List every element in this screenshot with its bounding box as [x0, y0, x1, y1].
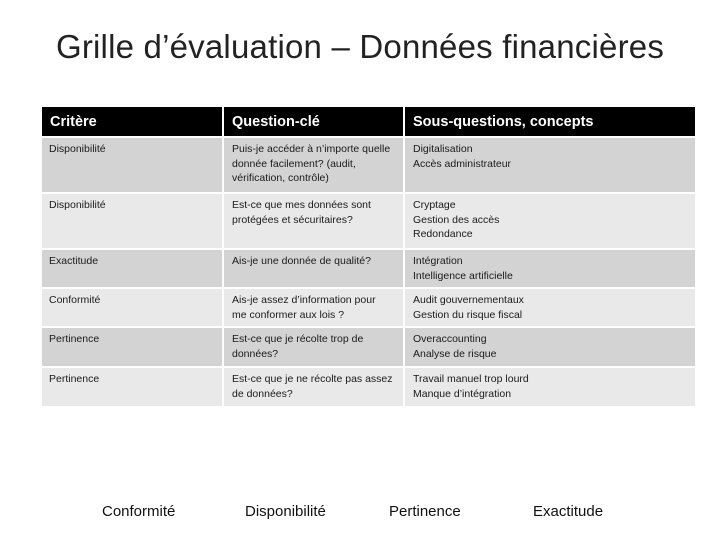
header-sous-questions: Sous-questions, concepts: [404, 107, 695, 137]
table-row: [42, 367, 695, 406]
concepts-cell: Overaccounting Analyse de risque: [404, 327, 695, 367]
table-header-row: [42, 107, 695, 137]
concepts-cell: Travail manuel trop lourd Manque d’intégration: [404, 367, 695, 406]
footer-label-exactitude: Exactitude: [533, 503, 604, 520]
header-question-cle: Question-clé: [223, 107, 404, 137]
table-row: [42, 327, 695, 367]
question-cell: Est-ce que je ne récolte pas assez de données?: [223, 367, 404, 406]
critere-cell: Pertinence: [42, 327, 223, 367]
footer-label-conformite: Conformité: [102, 503, 176, 520]
concepts-cell: Digitalisation Accès administrateur: [404, 137, 695, 193]
question-cell: Puis-je accéder à n’importe quelle donnée facilement? (audit, vérification, contrôle): [223, 137, 404, 193]
critere-cell: Exactitude: [42, 249, 223, 288]
question-cell: Est-ce que mes données sont protégées et sécuritaires?: [223, 193, 404, 249]
critere-cell: Disponibilité: [42, 137, 223, 193]
table-row: [42, 249, 695, 288]
question-cell: Est-ce que je récolte trop de données?: [223, 327, 404, 367]
slide-title: Grille d’évaluation – Données financières: [55, 28, 665, 65]
critere-cell: Pertinence: [42, 367, 223, 406]
concepts-cell: Cryptage Gestion des accès Redondance: [404, 193, 695, 249]
question-cell: Ais-je assez d’information pour me conformer aux lois ?: [223, 288, 404, 327]
evaluation-grid-table: [42, 107, 695, 406]
table-row: [42, 288, 695, 327]
footer-label-pertinence: Pertinence: [389, 503, 461, 520]
table-row: [42, 193, 695, 249]
concepts-cell: Intégration Intelligence artificielle: [404, 249, 695, 288]
question-cell: Ais-je une donnée de qualité?: [223, 249, 404, 288]
critere-cell: Disponibilité: [42, 193, 223, 249]
table-row: [42, 137, 695, 193]
footer-label-disponibilite: Disponibilité: [245, 503, 326, 520]
critere-cell: Conformité: [42, 288, 223, 327]
concepts-cell: Audit gouvernementaux Gestion du risque fiscal: [404, 288, 695, 327]
header-critere: Critère: [42, 107, 223, 137]
